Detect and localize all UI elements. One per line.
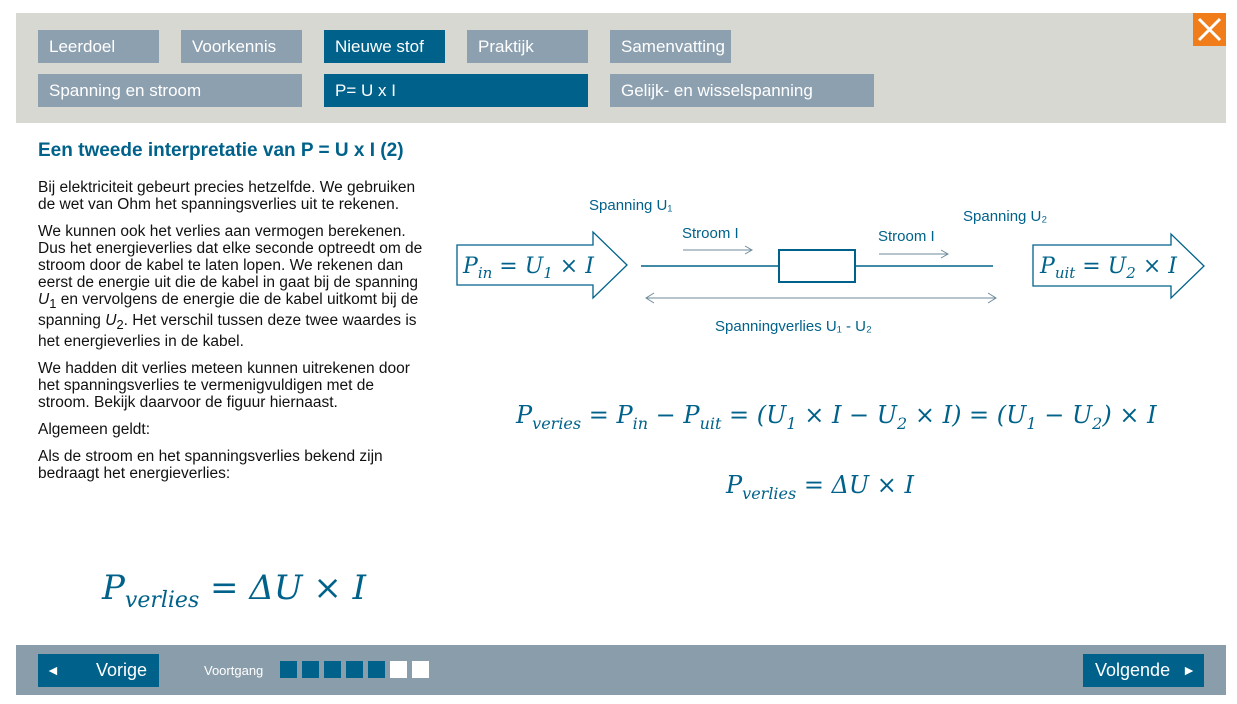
formula-verschil: $P_{veries} = P_{in} - P_{uit} = (U_1 \times I - U_2 \times I) = (U_1 - U_2) \times I$ (516, 401, 1157, 433)
next-label: Volgende (1095, 660, 1171, 680)
progress-step (280, 661, 297, 678)
tab-voorkennis[interactable]: Voorkennis (181, 30, 302, 63)
paragraph-4: Algemeen geldt: (38, 421, 151, 439)
label-spanning-u1: Spanning U₁ (589, 197, 673, 214)
progress-step (302, 661, 319, 678)
close-button[interactable] (1193, 13, 1226, 46)
app-frame (16, 13, 1226, 695)
prev-label: Vorige (96, 660, 148, 680)
page-title: Een tweede interpretatie van P = U x I (2) (38, 140, 404, 161)
paragraph-2: We kunnen ook het verlies aan vermogen berekenen. Dus het energieverlies dat elke seconde optreedt om de stroom door de kabel te laten lopen. We rekenen dan eerst de energie uit die de kabel in gaat bij de spanning $U_1$ en vervolgens de energie die de kabel uitkomt bij de spanning $U_2$. Het verschil tussen deze twee waardes is het energieverlies in de kabel. (38, 223, 423, 351)
progress-step (368, 661, 385, 678)
resistor (779, 250, 855, 282)
progress-step (324, 661, 341, 678)
close-icon (1193, 13, 1226, 46)
header (16, 13, 1226, 123)
formula-verlies: $P_{verlies} = \Delta U \times I$ (726, 471, 915, 503)
arrow-left-icon: ◄ (46, 662, 60, 678)
progress-step (390, 661, 407, 678)
progress-bar (280, 661, 429, 678)
label-spanningverlies: Spanningverlies U₁ - U₂ (715, 318, 872, 335)
formula-p-uit: $P_{uit} = U_2 \times I$ (1040, 254, 1177, 282)
tab-leerdoel[interactable]: Leerdoel (38, 30, 159, 63)
body-text (38, 179, 423, 492)
subtab-spanning-en-stroom[interactable]: Spanning en stroom (38, 74, 302, 107)
formula-verlies-left: $P_{verlies} = \Delta U \times I$ (102, 568, 367, 613)
tab-praktijk[interactable]: Praktijk (467, 30, 588, 63)
paragraph-5: Als de stroom en het spanningsverlies bekend zijn bedraagt het energieverlies: (38, 448, 383, 483)
label-stroom-right: Stroom I (878, 228, 935, 245)
paragraph-3: We hadden dit verlies meteen kunnen uitrekenen door het spanningsverlies te vermenigvuldigen met de stroom. Bekijk daarvoor de figuur hiernaast. (38, 360, 410, 412)
cable-diagram (451, 188, 1221, 353)
progress-step (346, 661, 363, 678)
tab-samenvatting[interactable]: Samenvatting (610, 30, 731, 63)
label-spanning-u2: Spanning U₂ (963, 208, 1048, 225)
progress-label: Voortgang (204, 663, 264, 678)
arrow-right-icon: ► (1182, 662, 1196, 678)
subtab-gelijk-wisselspanning[interactable]: Gelijk- en wisselspanning (610, 74, 874, 107)
prev-button[interactable] (38, 654, 159, 687)
next-button[interactable] (1083, 654, 1204, 687)
formula-p-in: $P_{in} = U_1 \times I$ (463, 254, 594, 282)
paragraph-1: Bij elektriciteit gebeurt precies hetzelfde. We gebruiken de wet van Ohm het spanningsverlies uit te rekenen. (38, 179, 416, 213)
footer (16, 645, 1226, 695)
label-stroom-left: Stroom I (682, 225, 739, 242)
tab-nieuwe-stof[interactable]: Nieuwe stof (324, 30, 445, 63)
subtab-p-u-i[interactable]: P= U x I (324, 74, 588, 107)
progress-step (412, 661, 429, 678)
